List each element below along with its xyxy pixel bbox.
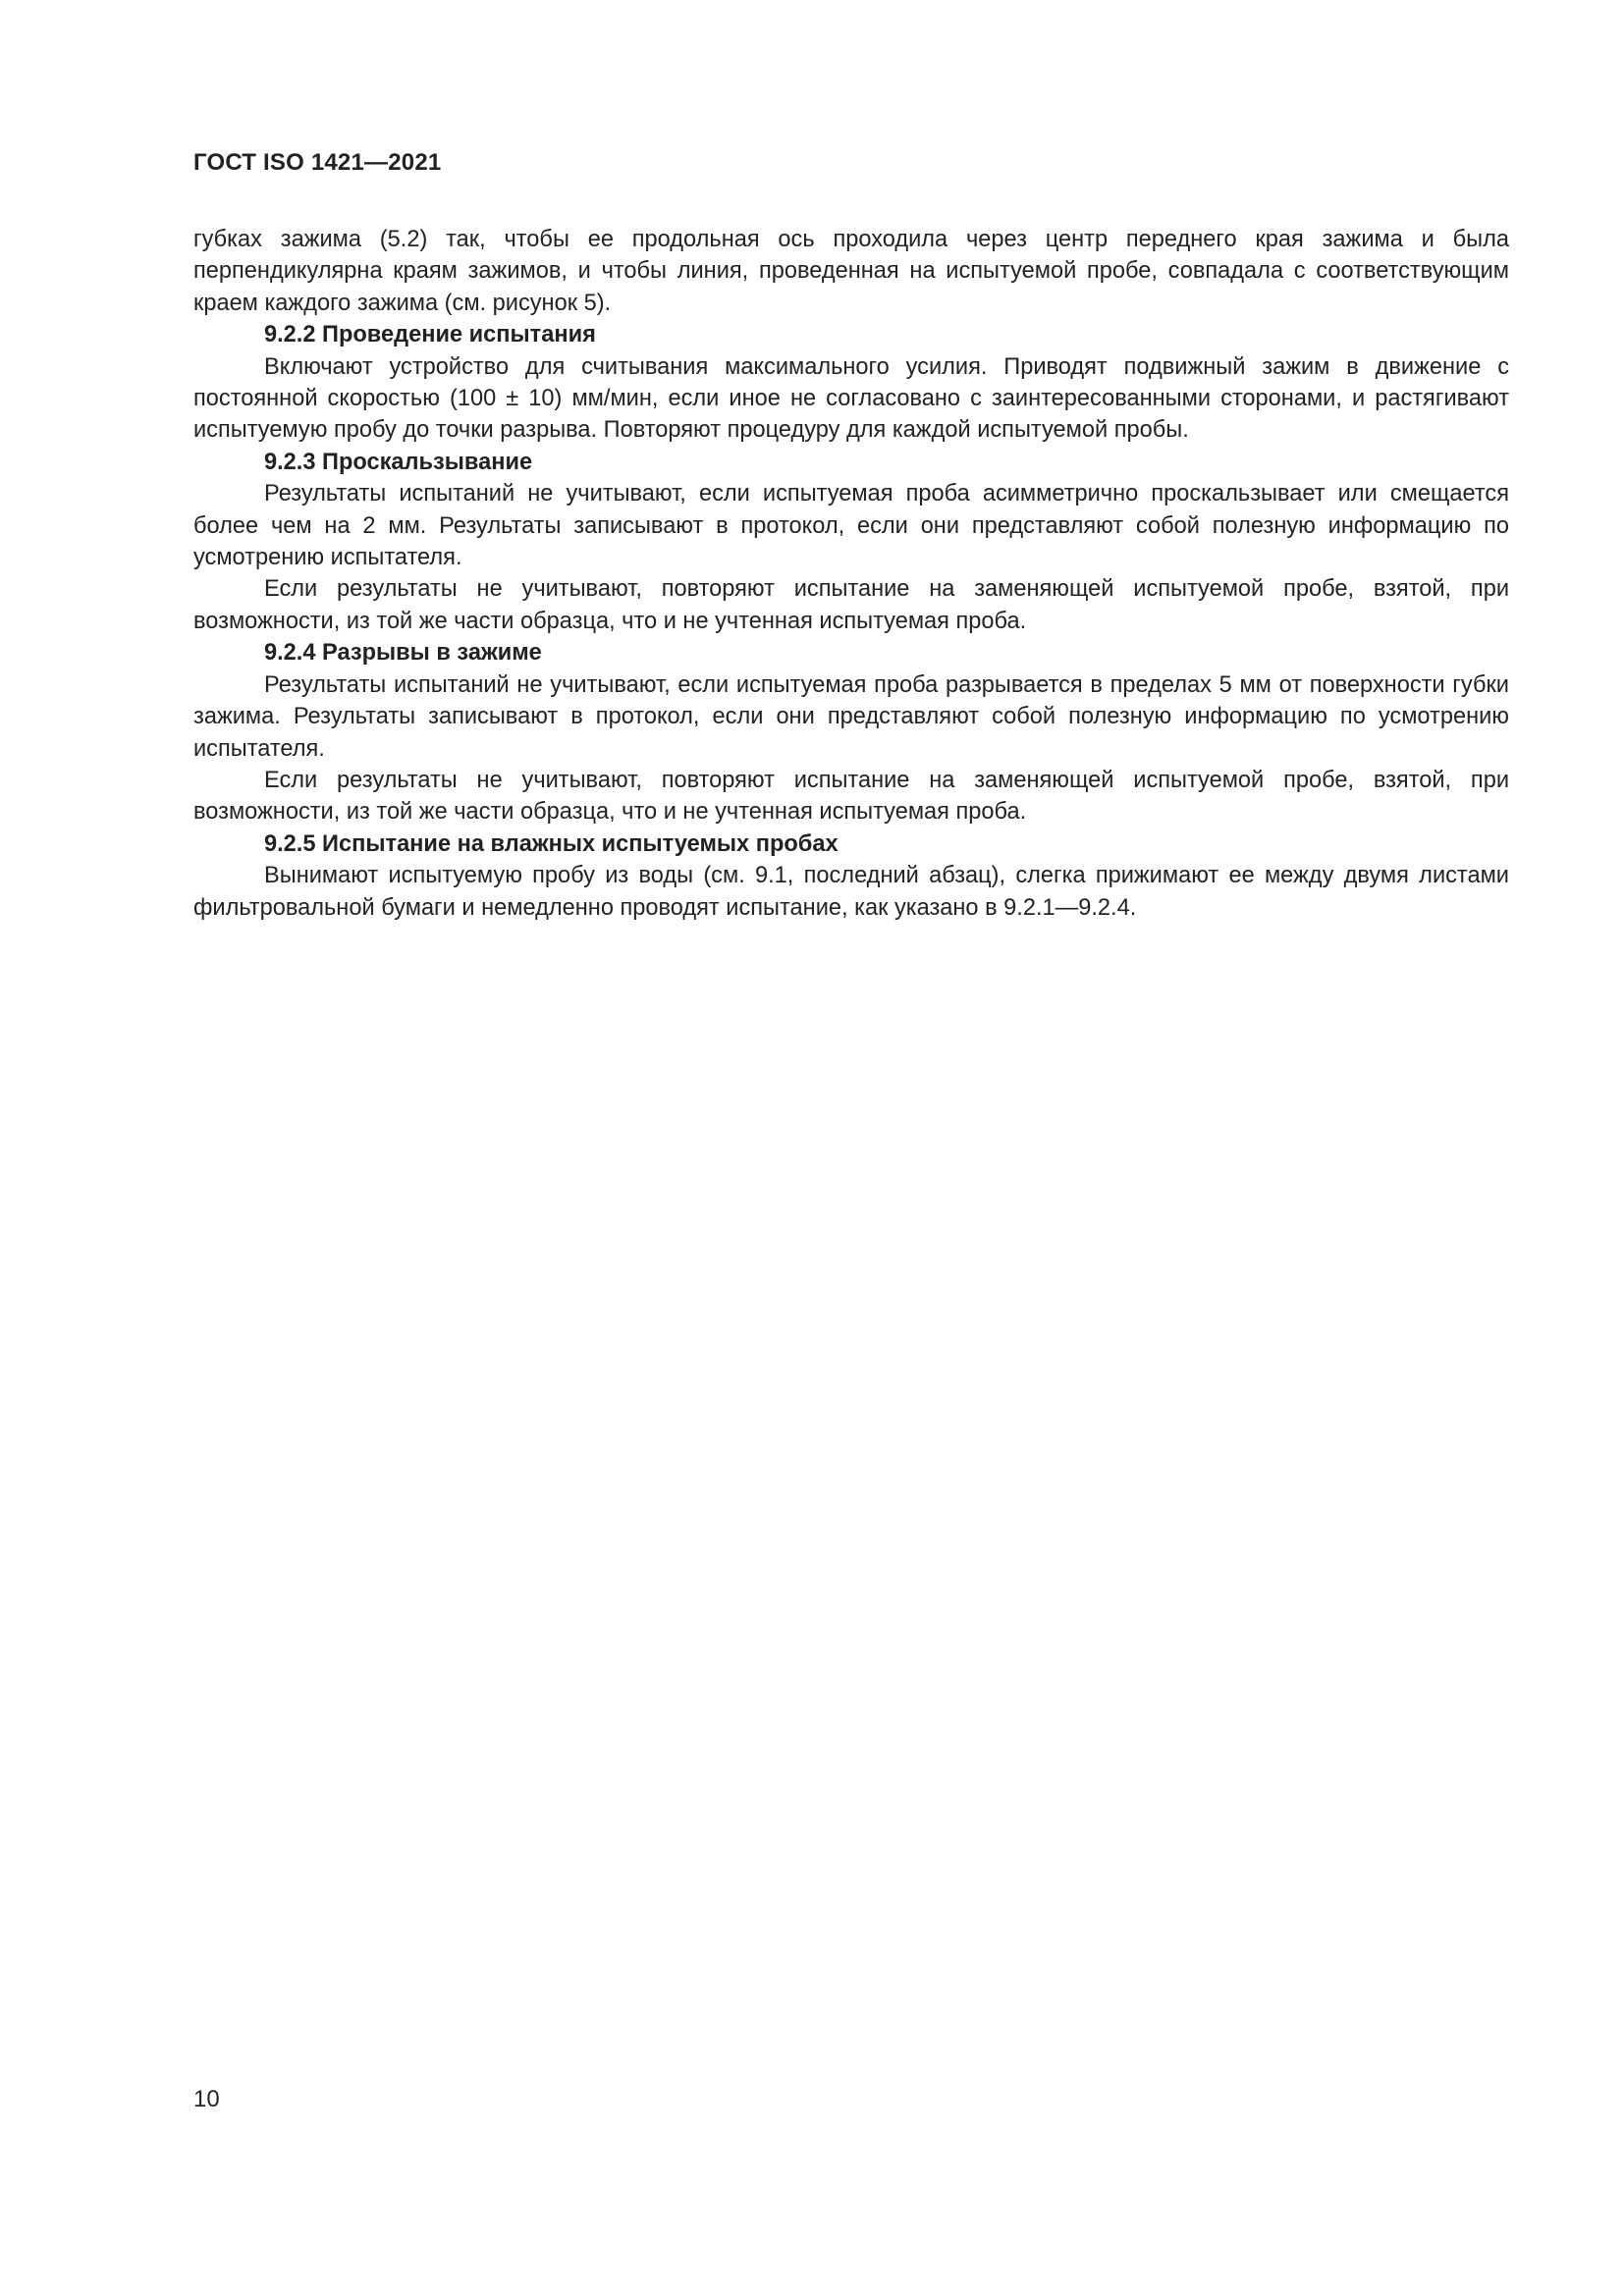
paragraph-continued: губках зажима (5.2) так, чтобы ее продольная ось проходила через центр переднего края зажима и была перпендикулярна краям зажимов, и чтобы линия, проведенная на испытуемой пробе, совпадала с соответствующим краем каждого зажима (см. рисунок 5). bbox=[193, 227, 1509, 316]
section-heading-9-2-2: 9.2.2 Проведение испытания bbox=[264, 322, 596, 348]
section-heading-9-2-3: 9.2.3 Проскальзывание bbox=[264, 449, 533, 475]
document-body bbox=[193, 224, 1509, 924]
document-header-title: ГОСТ ISO 1421—2021 bbox=[193, 149, 442, 176]
section-heading-9-2-5: 9.2.5 Испытание на влажных испытуемых пробах bbox=[264, 830, 839, 857]
paragraph-9-2-2-1: Включают устройство для считывания максимального усилия. Приводят подвижный зажим в движение с постоянной скоростью (100 ± 10) мм/мин, если иное не согласовано с заинтересованными сторонами, и растягивают испытуемую пробу до точки разрыва. Повторяют процедуру для каждой испытуемой пробы. bbox=[193, 353, 1509, 444]
paragraph-9-2-4-1: Результаты испытаний не учитывают, если испытуемая проба разрывается в пределах 5 мм от поверхности губки зажима. Результаты записывают в протокол, если они представляют собой полезную информацию по усмотрению испытателя. bbox=[193, 671, 1509, 762]
paragraph-9-2-5-1: Вынимают испытуемую пробу из воды (см. 9.1, последний абзац), слегка прижимают ее между двумя листами фильтровальной бумаги и немедленно проводят испытание, как указано в 9.2.1—9.2.4. bbox=[193, 863, 1509, 921]
paragraph-9-2-3-1: Результаты испытаний не учитывают, если испытуемая проба асимметрично проскальзывает или смещается более чем на 2 мм. Результаты записывают в протокол, если они представляют собой полезную информацию по усмотрению испытателя. bbox=[193, 481, 1509, 571]
paragraph-9-2-3-2: Если результаты не учитывают, повторяют испытание на заменяющей испытуемой пробе, взятой, при возможности, из той же части образца, что и не учтенная испытуемая проба. bbox=[193, 576, 1509, 634]
section-heading-9-2-4: 9.2.4 Разрывы в зажиме bbox=[264, 640, 542, 667]
paragraph-9-2-4-2: Если результаты не учитывают, повторяют испытание на заменяющей испытуемой пробе, взятой, при возможности, из той же части образца, что и не учтенная испытуемая проба. bbox=[193, 767, 1509, 826]
page-number: 10 bbox=[193, 2086, 220, 2112]
